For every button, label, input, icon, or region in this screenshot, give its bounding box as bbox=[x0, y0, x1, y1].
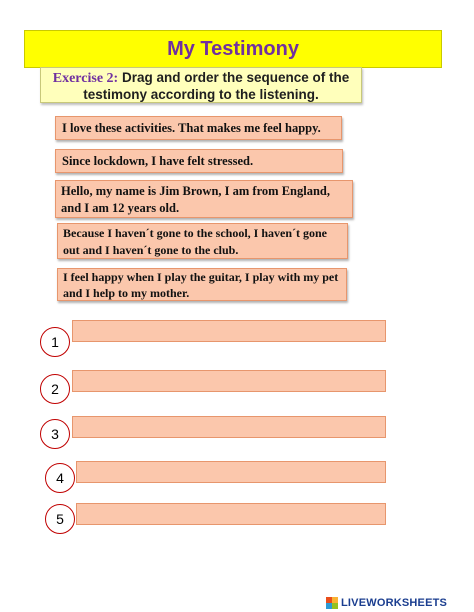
drop-slot-2[interactable] bbox=[72, 370, 386, 392]
draggable-card[interactable] bbox=[57, 268, 347, 301]
liveworksheets-logo bbox=[326, 595, 472, 611]
draggable-card[interactable] bbox=[55, 116, 342, 140]
card-text: I love these activities. That makes me feel happy. bbox=[62, 121, 321, 135]
draggable-card[interactable] bbox=[55, 180, 353, 218]
title-banner bbox=[24, 30, 442, 68]
footer-brand: LIVEWORKSHEETS bbox=[341, 597, 448, 609]
slot-number-5 bbox=[45, 504, 75, 534]
drop-slot-5[interactable] bbox=[76, 503, 386, 525]
slot-number-text: 1 bbox=[51, 334, 59, 350]
card-text: Because I haven´t gone to the school, I haven´t gone out and I haven´t gone to the club. bbox=[63, 226, 327, 257]
exercise-label: Exercise 2: bbox=[52, 71, 119, 86]
card-text: Hello, my name is Jim Brown, I am from England, and I am 12 years old. bbox=[61, 184, 330, 215]
slot-number-2 bbox=[40, 374, 70, 404]
slot-number-text: 5 bbox=[56, 511, 64, 527]
slot-number-4 bbox=[45, 463, 75, 493]
card-text: I feel happy when I play the guitar, I play with my pet and I help to my mother. bbox=[63, 270, 339, 300]
draggable-card[interactable] bbox=[57, 223, 348, 259]
slot-number-text: 4 bbox=[56, 470, 64, 486]
instructions-line2: testimony according to the listening. bbox=[83, 87, 319, 102]
liveworksheets-logo-icon bbox=[326, 597, 338, 609]
drop-slot-3[interactable] bbox=[72, 416, 386, 438]
slot-number-3 bbox=[40, 419, 70, 449]
draggable-card[interactable] bbox=[55, 149, 343, 173]
slot-number-text: 2 bbox=[51, 381, 59, 397]
slot-number-text: 3 bbox=[51, 426, 59, 442]
page-title: My Testimony bbox=[167, 37, 299, 60]
drop-slot-4[interactable] bbox=[76, 461, 386, 483]
card-text: Since lockdown, I have felt stressed. bbox=[62, 154, 254, 168]
drop-slot-1[interactable] bbox=[72, 320, 386, 342]
slot-number-1 bbox=[40, 327, 70, 357]
instructions-box bbox=[40, 67, 362, 103]
instructions-line1: Drag and order the sequence of the bbox=[118, 70, 350, 85]
